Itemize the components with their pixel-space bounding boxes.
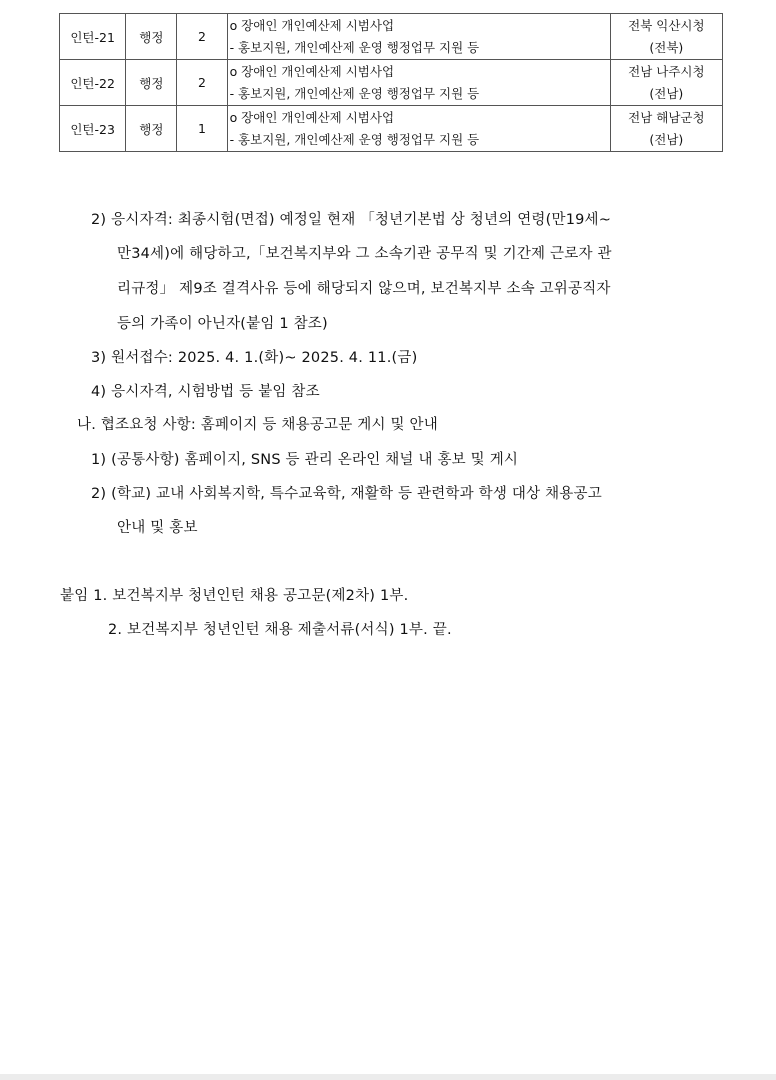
- eligibility-line: 등의 가족이 아닌자(붙임 1 참조): [117, 316, 328, 332]
- job-description: [227, 60, 610, 106]
- page-bottom-edge: [0, 1074, 776, 1080]
- request-item: 2) (학교) 교내 사회복지학, 특수교육학, 재활학 등 관련학과 학생 대상 채용공고: [91, 486, 602, 502]
- table-row: [60, 60, 723, 106]
- intern-id: 인턴-23: [60, 106, 126, 152]
- intern-count: 2: [177, 60, 227, 106]
- intern-id: 인턴-21: [60, 14, 126, 60]
- organization: 전남 해남군청: [628, 109, 705, 125]
- table-row: [60, 106, 723, 152]
- intern-count: 1: [177, 106, 227, 152]
- region: (전북): [649, 39, 684, 55]
- table-row: [60, 14, 723, 60]
- job-type: 행정: [126, 60, 177, 106]
- intern-count: 2: [177, 14, 227, 60]
- intern-id: 인턴-22: [60, 60, 126, 106]
- task-detail: - 홍보지원, 개인예산제 운영 행정업무 지원 등: [229, 39, 480, 55]
- job-type: 행정: [126, 14, 177, 60]
- job-type: 행정: [126, 106, 177, 152]
- eligibility-line: 2) 응시자격: 최종시험(면접) 예정일 현재 「청년기본법 상 청년의 연령(만19세~: [91, 212, 612, 228]
- work-location: [610, 106, 722, 152]
- organization: 전북 익산시청: [628, 17, 705, 33]
- eligibility-line: 리규정」 제9조 결격사유 등에 해당되지 않으며, 보건복지부 소속 고위공직자: [117, 281, 611, 297]
- application-period: 3) 원서접수: 2025. 4. 1.(화)~ 2025. 4. 11.(금): [91, 350, 418, 366]
- work-location: [610, 14, 722, 60]
- task-title: o 장애인 개인예산제 시범사업: [229, 63, 395, 79]
- region: (전남): [649, 85, 684, 101]
- job-description: [227, 14, 610, 60]
- organization: 전남 나주시청: [628, 63, 705, 79]
- work-location: [610, 60, 722, 106]
- job-description: [227, 106, 610, 152]
- request-item: 안내 및 홍보: [117, 520, 198, 536]
- eligibility-line: 만34세)에 해당하고,「보건복지부와 그 소속기관 공무직 및 기간제 근로자 관: [117, 246, 612, 262]
- request-item: 1) (공통사항) 홈페이지, SNS 등 관리 온라인 채널 내 홍보 및 게시: [91, 452, 519, 468]
- task-detail: - 홍보지원, 개인예산제 운영 행정업무 지원 등: [229, 85, 480, 101]
- section-heading: 나. 협조요청 사항: 홈페이지 등 채용공고문 게시 및 안내: [77, 417, 438, 433]
- attachment-line: 붙임 1. 보건복지부 청년인턴 채용 공고문(제2차) 1부.: [60, 588, 409, 604]
- task-title: o 장애인 개인예산제 시범사업: [229, 109, 395, 125]
- task-title: o 장애인 개인예산제 시범사업: [229, 17, 395, 33]
- internship-table: [59, 13, 723, 152]
- task-detail: - 홍보지원, 개인예산제 운영 행정업무 지원 등: [229, 131, 480, 147]
- attachment-line: 2. 보건복지부 청년인턴 채용 제출서류(서식) 1부. 끝.: [108, 622, 452, 638]
- region: (전남): [649, 131, 684, 147]
- reference-line: 4) 응시자격, 시험방법 등 붙임 참조: [91, 384, 320, 400]
